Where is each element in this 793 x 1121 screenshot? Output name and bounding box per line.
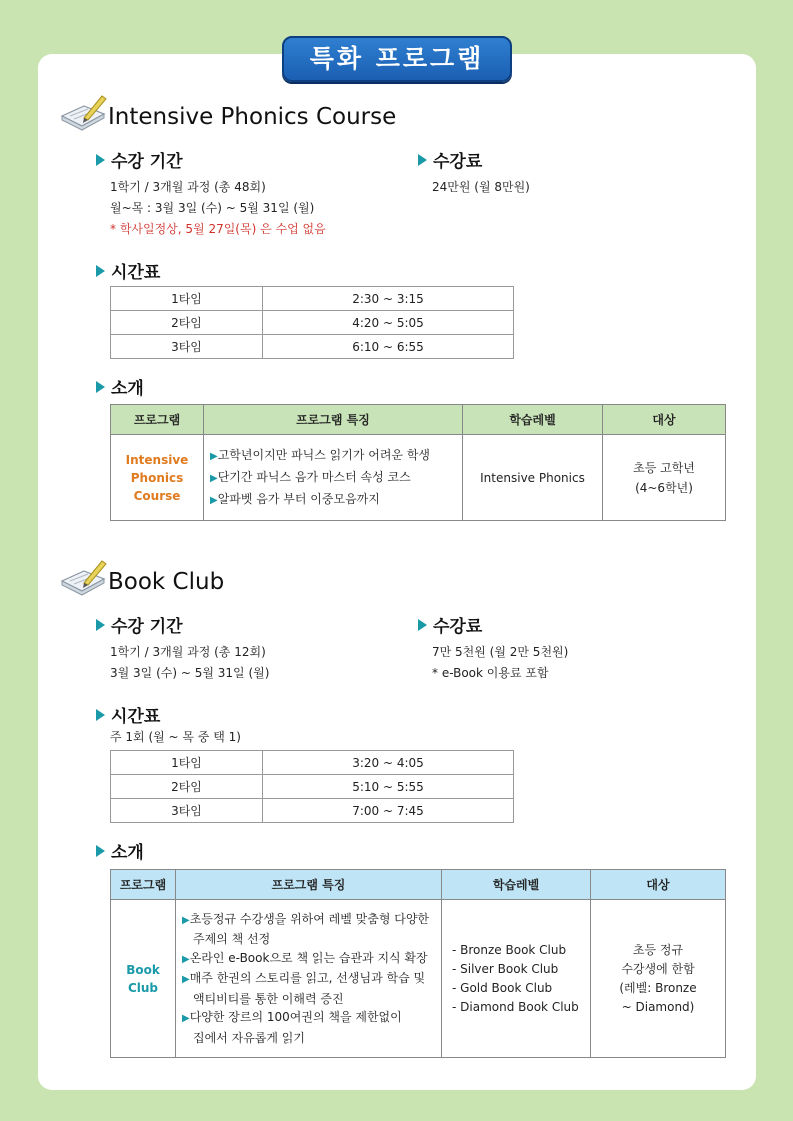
book-pen-icon	[58, 557, 108, 597]
table-row: 1타임 3:20 ~ 4:05	[111, 751, 514, 775]
schedule-table-bookclub	[110, 750, 514, 823]
period-line-1: 1학기 / 3개월 과정 (총 48회)	[110, 180, 266, 194]
program-features: ▶초등정규 수강생을 위하여 레벨 맞춤형 다양한 주제의 책 선정 ▶온라인 e-Book으로 책 읽는 습관과 지식 확장 ▶매주 한권의 스토리를 읽고, 선생님과 학습 및 액티비티를 통한 이해력 증진 ▶다양한 장르의 100여권의 책을 제한없이 집에서 자유롭게 읽기	[176, 900, 442, 1058]
page-title-banner: 특화 프로그램	[282, 36, 512, 82]
triangle-right-icon	[96, 845, 105, 857]
intro-heading: 소개	[96, 374, 144, 399]
table-row: 3타임 6:10 ~ 6:55	[111, 335, 514, 359]
period-heading: 수강 기간	[96, 612, 183, 637]
table-row: 2타임 4:20 ~ 5:05	[111, 311, 514, 335]
program-target: 초등 정규 수강생에 한함 (레벨: Bronze ~ Diamond)	[591, 900, 726, 1058]
period-line-1: 1학기 / 3개월 과정 (총 12회)	[110, 645, 266, 659]
intro-heading: 소개	[96, 838, 144, 863]
triangle-right-icon	[96, 381, 105, 393]
period-heading: 수강 기간	[96, 147, 183, 172]
triangle-right-icon	[96, 619, 105, 631]
book-pen-icon	[58, 92, 108, 132]
triangle-right-icon: ▶	[182, 953, 190, 965]
period-line-2: 월~목 : 3월 3일 (수) ~ 5월 31일 (월)	[110, 201, 315, 215]
schedule-note: 주 1회 (월 ~ 목 중 택 1)	[110, 730, 241, 744]
program-levels: - Bronze Book Club - Silver Book Club - Gold Book Club - Diamond Book Club	[442, 900, 591, 1058]
triangle-right-icon	[96, 265, 105, 277]
fee-value: 24만원 (월 8만원)	[432, 180, 530, 194]
triangle-right-icon: ▶	[210, 494, 218, 506]
fee-note: * e-Book 이용료 포함	[432, 666, 549, 680]
program-features: ▶고학년이지만 파닉스 읽기가 어려운 학생 ▶단기간 파닉스 음가 마스터 속성 코스 ▶알파벳 음가 부터 이중모음까지	[204, 435, 463, 521]
intro-table-phonics	[110, 404, 726, 521]
table-row: 3타임 7:00 ~ 7:45	[111, 799, 514, 823]
program-name: Intensive Phonics Course	[111, 435, 204, 521]
table-header-row: 프로그램 프로그램 특징 학습레벨 대상	[111, 870, 726, 900]
period-note: * 학사일정상, 5월 27일(목) 은 수업 없음	[110, 222, 326, 236]
fee-heading: 수강료	[418, 612, 482, 637]
section-title-bookclub: Book Club	[108, 569, 225, 595]
intro-table-bookclub	[110, 869, 726, 1058]
table-header-row: 프로그램 프로그램 특징 학습레벨 대상	[111, 405, 726, 435]
table-row	[111, 900, 726, 1058]
table-row: 1타임 2:30 ~ 3:15	[111, 287, 514, 311]
schedule-table-phonics	[110, 286, 514, 359]
triangle-right-icon	[418, 154, 427, 166]
program-target: 초등 고학년 (4~6학년)	[603, 435, 726, 521]
triangle-right-icon	[418, 619, 427, 631]
triangle-right-icon	[96, 154, 105, 166]
triangle-right-icon: ▶	[182, 1013, 190, 1025]
triangle-right-icon	[96, 709, 105, 721]
table-row	[111, 435, 726, 521]
triangle-right-icon: ▶	[210, 472, 218, 484]
schedule-heading: 시간표	[96, 258, 160, 283]
program-level: Intensive Phonics	[463, 435, 603, 521]
triangle-right-icon: ▶	[182, 914, 190, 926]
triangle-right-icon: ▶	[210, 450, 218, 462]
period-line-2: 3월 3일 (수) ~ 5월 31일 (월)	[110, 666, 270, 680]
fee-heading: 수강료	[418, 147, 482, 172]
table-row: 2타임 5:10 ~ 5:55	[111, 775, 514, 799]
schedule-heading: 시간표	[96, 702, 160, 727]
fee-value: 7만 5천원 (월 2만 5천원)	[432, 645, 569, 659]
triangle-right-icon: ▶	[182, 974, 190, 986]
program-name: Book Club	[111, 900, 176, 1058]
section-title-phonics: Intensive Phonics Course	[108, 104, 397, 130]
